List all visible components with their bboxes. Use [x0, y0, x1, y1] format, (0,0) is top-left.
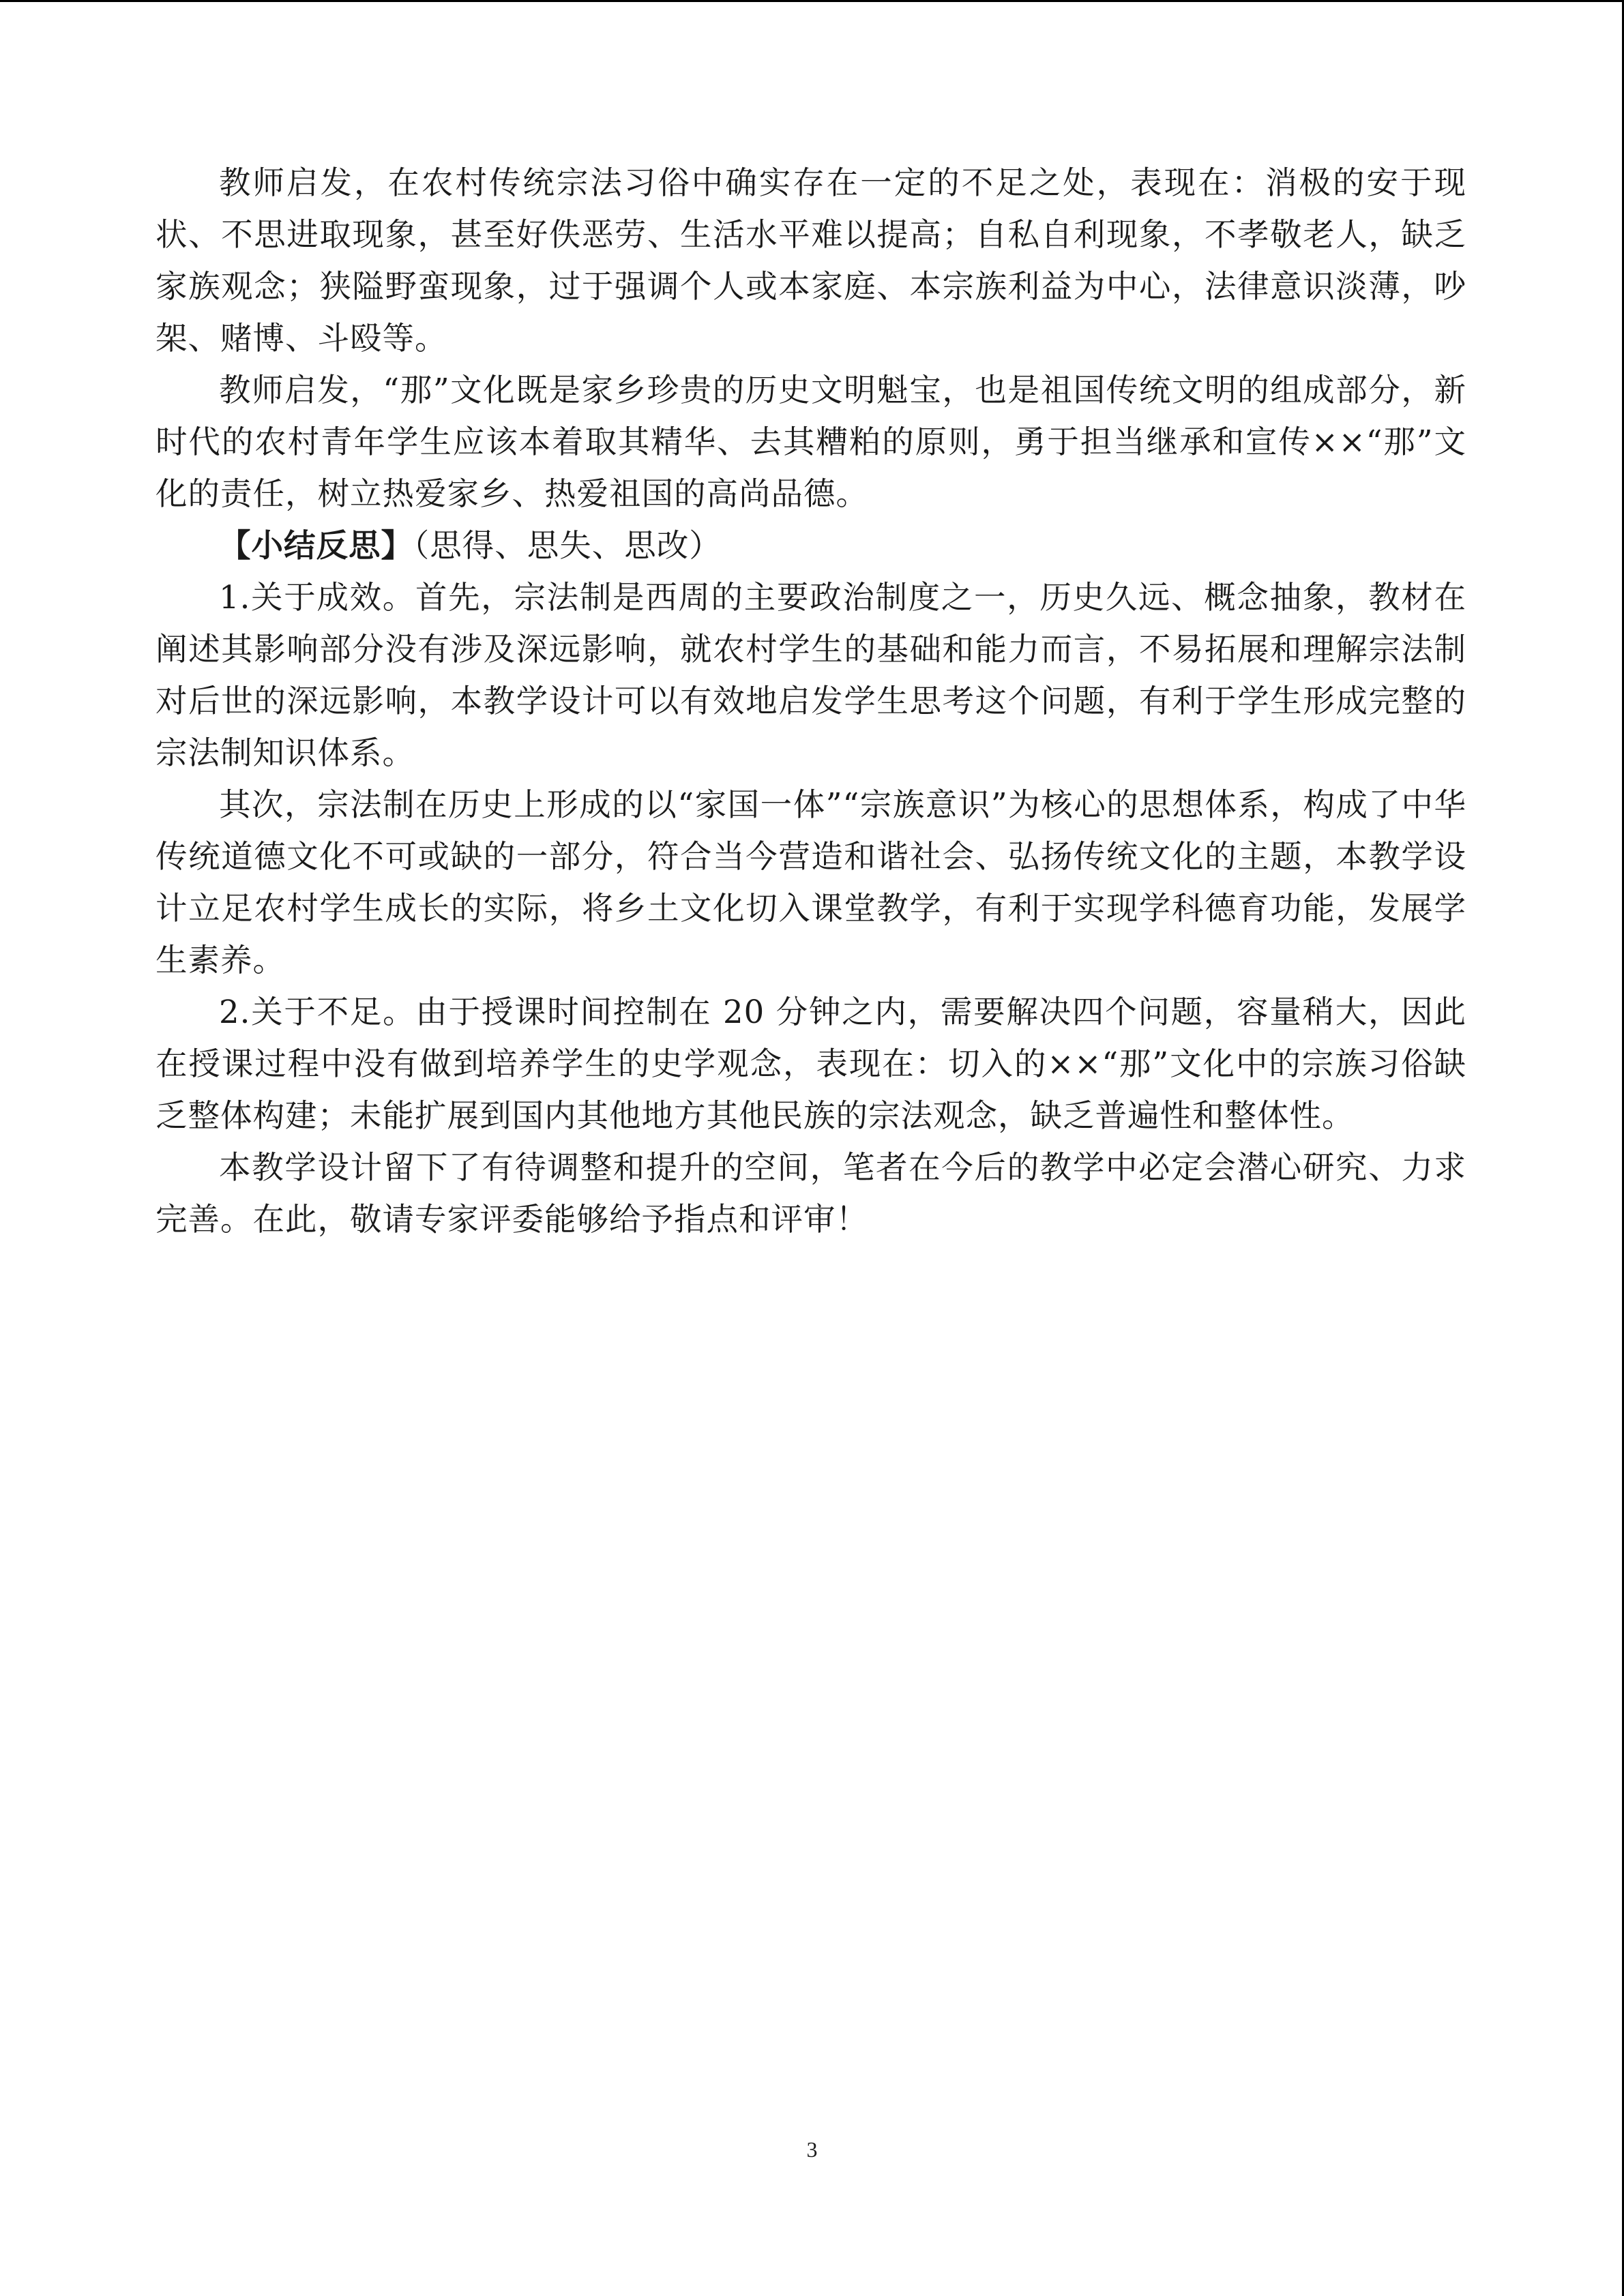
page-number: 3 — [806, 2137, 818, 2162]
paragraph-shortcomings: 2.关于不足。由于授课时间控制在 20 分钟之内，需要解决四个问题，容量稍大，因此在授课过程中没有做到培养学生的史学观念，表现在：切入的××“那”文化中的宗族习俗缺乏整体构建；未能扩展到国内其他地方其他民族的宗法观念，缺乏普遍性和整体性。 — [156, 994, 1466, 1134]
paragraph-secondly: 其次，宗法制在历史上形成的以“家国一体”“宗族意识”为核心的思想体系，构成了中华传统道德文化不可或缺的一部分，符合当今营造和谐社会、弘扬传统文化的主题，本教学设计立足农村学生成长的实际，将乡土文化切入课堂教学，有利于实现学科德育功能，发展学生素养。 — [156, 786, 1466, 979]
paragraph-teacher-guidance-1: 教师启发，在农村传统宗法习俗中确实存在一定的不足之处，表现在：消极的安于现状、不思进取现象，甚至好佚恶劳、生活水平难以提高；自私自利现象，不孝敬老人，缺乏家族观念；狭隘野蛮现象，过于强调个人或本家庭、本宗族利益为中心，法律意识淡薄，吵架、赌博、斗殴等。 — [156, 164, 1466, 357]
paragraph-conclusion: 本教学设计留下了有待调整和提升的空间，笔者在今后的教学中必定会潜心研究、力求完善。在此，敬请专家评委能够给予指点和评审！ — [156, 1149, 1466, 1238]
paragraph-teacher-guidance-2: 教师启发，“那”文化既是家乡珍贵的历史文明魁宝，也是祖国传统文明的组成部分，新时代的农村青年学生应该本着取其精华、去其糟粕的原则，勇于担当继承和宣传××“那”文化的责任，树立热爱家乡、热爱祖国的高尚品德。 — [156, 372, 1466, 512]
section-heading-summary-reflection — [156, 520, 1466, 571]
document-body — [156, 157, 1466, 1245]
section-heading-subtitle: （思得、思失、思改） — [413, 527, 722, 564]
section-heading-bold: 【小结反思】 — [219, 526, 413, 564]
paragraph-effectiveness: 1.关于成效。首先，宗法制是西周的主要政治制度之一，历史久远、概念抽象，教材在阐述其影响部分没有涉及深远影响，就农村学生的基础和能力而言，不易拓展和理解宗法制对后世的深远影响，本教学设计可以有效地启发学生思考这个问题，有利于学生形成完整的宗法制知识体系。 — [156, 579, 1466, 771]
